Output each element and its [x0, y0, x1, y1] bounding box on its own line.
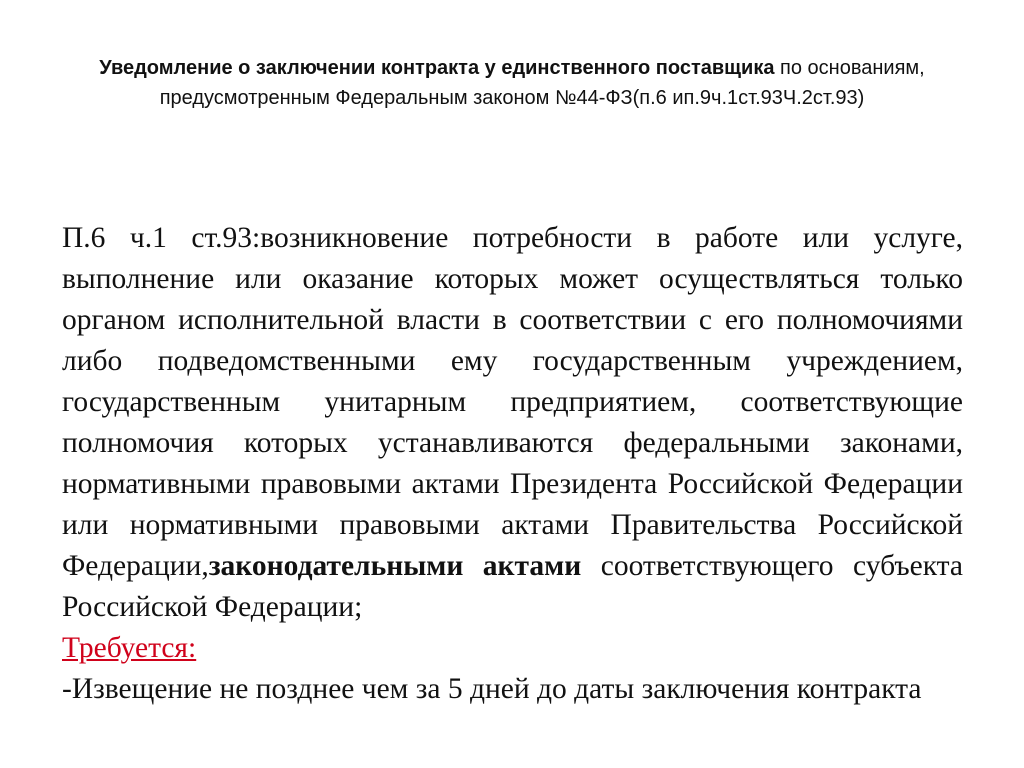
title-regular-part: по основаниям, предусмотренным Федеральным законом №44-ФЗ(п.6 ип.9ч.1ст.93Ч.2ст.93) — [159, 57, 925, 109]
body-text — [62, 218, 963, 710]
main-paragraph — [62, 218, 963, 628]
main-paragraph-bold: законодательными актами — [208, 550, 582, 582]
main-paragraph-end: соответствующего субъекта Российской Федерации; — [62, 550, 963, 623]
required-label: Требуется: — [62, 632, 197, 664]
title-bold-part: Уведомление о заключении контракта у единственного поставщика — [99, 57, 775, 79]
main-paragraph-text: П.6 ч.1 ст.93:возникновение потребности в работе или услуге, выполнение или оказание которых может осуществляться только органом исполнительной власти в соответствии с его полномочиями либо подведомственными ему государственным учреждением, государственным унитарным предприятием, соответствующие полномочия которых устанавливаются федеральными законами, нормативными правовыми актами Президента Российской Федерации или нормативными правовыми актами Правительства Российской Федерации, — [62, 222, 963, 582]
requirement-item: -Извещение не позднее чем за 5 дней до даты заключения контракта — [62, 673, 922, 705]
required-heading — [62, 628, 963, 669]
slide-title — [40, 53, 984, 113]
